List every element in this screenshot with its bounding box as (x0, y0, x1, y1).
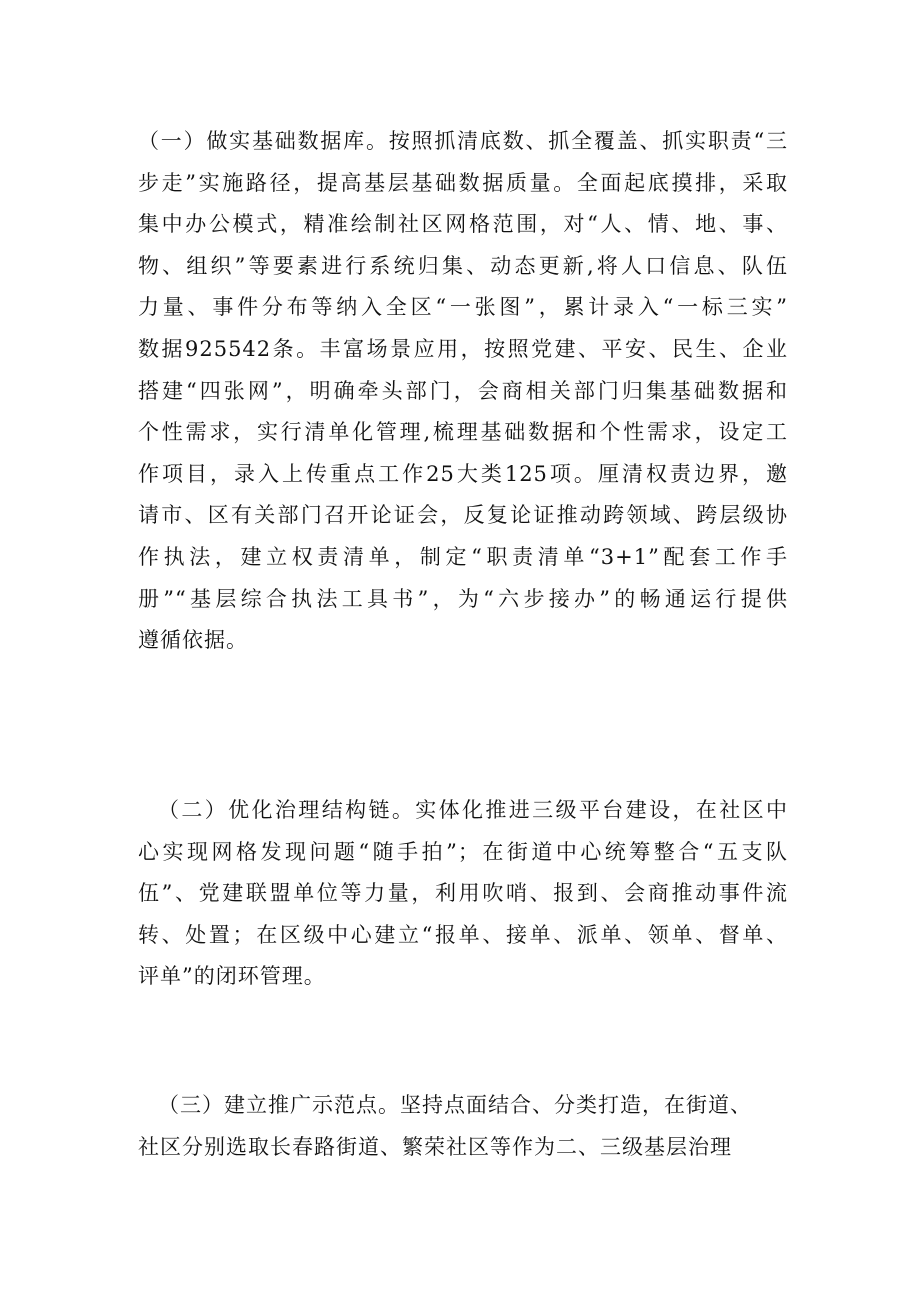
text-line: 社区分别选取长春路街道、繁荣社区等作为二、三级基层治理 (138, 1134, 732, 1159)
text-line: 步走”实施路径，提高基层基础数据质量。全面起底摸排，采取 (138, 170, 788, 195)
text-line: 作项目，录入上传重点工作25大类125项。厘清权责边界，邀 (138, 461, 788, 486)
text-line: 册”“基层综合执法工具书”，为“六步接办”的畅通运行提供 (138, 586, 788, 611)
text-line: 力量、事件分布等纳入全区“一张图”，累计录入“一标三实” (138, 295, 788, 320)
text-line: 个性需求，实行清单化管理,梳理基础数据和个性需求，设定工 (138, 420, 788, 445)
text-line: 搭建“四张网”，明确牵头部门，会商相关部门归集基础数据和 (138, 378, 788, 403)
paragraph-governance-structure (138, 790, 788, 998)
text-line: 作执法，建立权责清单，制定“职责清单“3+1”配套工作手 (138, 544, 788, 569)
text-line: 伍”、党建联盟单位等力量，利用吹哨、报到、会商推动事件流 (138, 881, 788, 906)
text-line: 遵循依据。 (138, 628, 248, 653)
paragraph-demonstration-sites (138, 1085, 788, 1168)
text-line: 集中办公模式，精准绘制社区网格范围，对“人、情、地、事、 (138, 212, 788, 237)
text-line: （三）建立推广示范点。坚持点面结合、分类打造，在街道、 (158, 1093, 752, 1117)
text-line: 心实现网格发现问题“随手拍”；在街道中心统筹整合“五支队 (138, 839, 788, 864)
text-line: 评单”的闭环管理。 (138, 964, 326, 989)
text-line: 请市、区有关部门召开论证会，反复论证推动跨领域、跨层级协 (138, 503, 788, 528)
text-line: 数据925542条。丰富场景应用，按照党建、平安、民生、企业 (138, 336, 788, 361)
text-line: （一）做实基础数据库。按照抓清底数、抓全覆盖、抓实职责“三 (138, 129, 788, 153)
text-line: 转、处置；在区级中心建立“报单、接单、派单、领单、督单、 (138, 922, 788, 947)
text-line: （二）优化治理结构链。实体化推进三级平台建设，在社区中 (158, 798, 788, 822)
paragraph-data-foundation (138, 121, 788, 662)
text-line: 物、组织”等要素进行系统归集、动态更新,将人口信息、队伍 (138, 253, 788, 278)
